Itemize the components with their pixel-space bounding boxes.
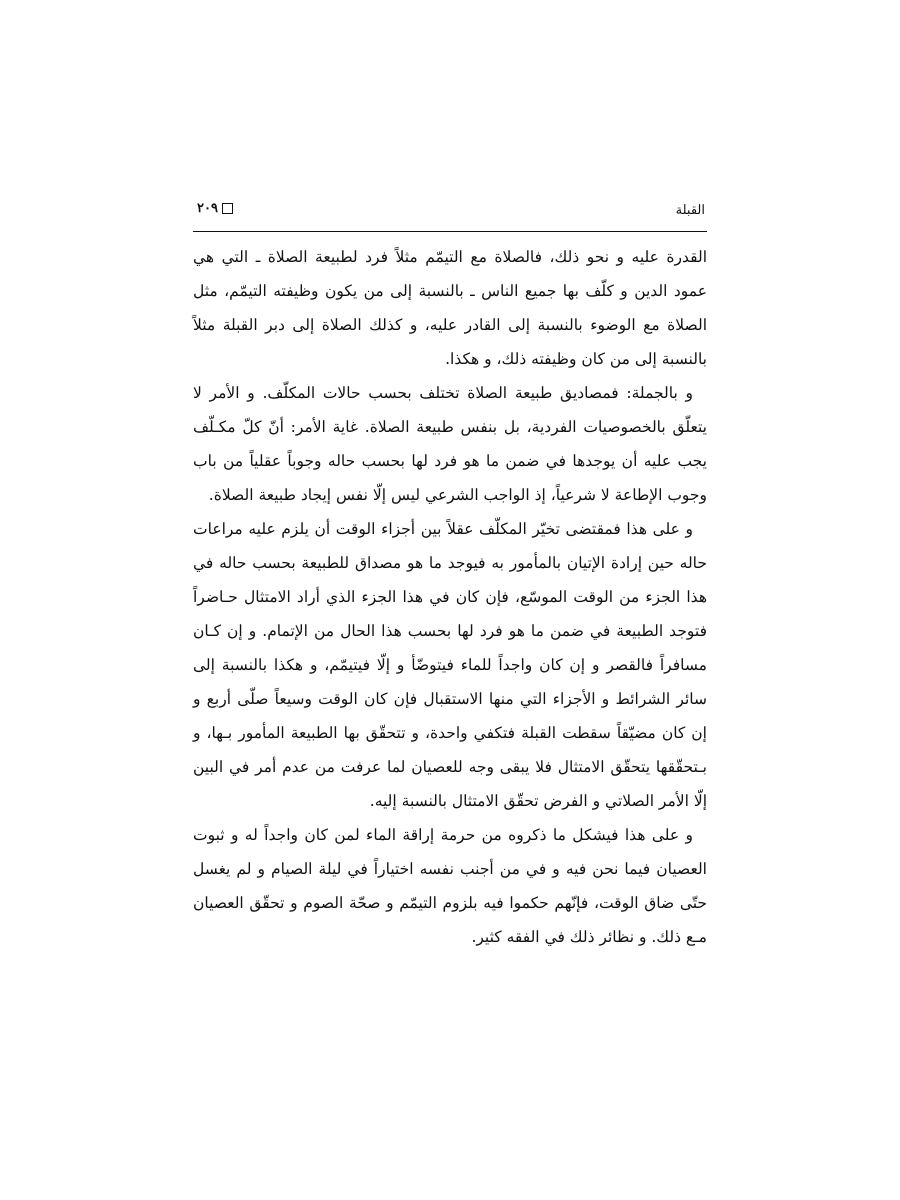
header-rule: [193, 231, 707, 232]
square-ornament-icon: [222, 203, 233, 214]
book-page: [193, 199, 707, 954]
page-number: ۲۰۹: [197, 201, 218, 216]
paragraph: القدرة عليه و نحو ذلك، فالصلاة مع التيمّم مثلاً فرد لطبيعة الصلاة ـ التي هي عمود الدين و كلّف بها جميع الناس ـ بالنسبة إلى من يكون وظيفته التيمّم، مثل الصلاة مع الوضوء بالنسبة إلى القادر عليه، و كذلك الصلاة إلى دبر القبلة مثلاً بالنسبة إلى من كان وظيفته ذلك، و هكذا.: [193, 248, 707, 368]
paragraph: و بالجملة: فمصاديق طبيعة الصلاة تختلف بحسب حالات المكلّف. و الأمر لا يتعلّق بالخصوصيات الفردية، بل بنفس طبيعة الصلاة. غاية الأمر: أنّ كلّ مكـلّف يجب عليه أن يوجدها في ضمن ما هو فرد لها بحسب حاله وجوباً عقلياً من باب وجوب الإطاعة لا شرعياً، إذ الواجب الشرعي ليس إلّا نفس إيجاد طبيعة الصلاة.: [193, 384, 707, 504]
paragraph: و على هذا فيشكل ما ذكروه من حرمة إراقة الماء لمن كان واجداً له و ثبوت العصيان فيما نحن فيه و في من أجنب نفسه اختياراً في ليلة الصيام و لم يغسل حتّى ضاق الوقت، فإنّهم حكموا فيه بلزوم التيمّم و صحّة الصوم و تحقّق العصيان مـع ذلك. و نظائر ذلك في الفقه كثير.: [193, 826, 707, 946]
body-text: [193, 240, 707, 954]
page-number-group: [197, 201, 233, 216]
running-header: [193, 199, 707, 227]
paragraph: و على هذا فمقتضى تخيّر المكلّف عقلاً بين أجزاء الوقت أن يلزم عليه مراعات حاله حين إرادة الإتيان بالمأمور به فيوجد ما هو مصداق للطبيعة بحسب حاله في هذا الجزء من الوقت الموسّع، فإن كان في هذا الجزء الذي أراد الامتثال حـاضراً فتوجد الطبيعة في ضمن ما هو فرد لها بحسب هذا الحال من الإتمام. و إن كـان مسافراً فالقصر و إن كان واجداً للماء فيتوضّأ و إلّا فيتيمّم، و هكذا بالنسبة إلى سائر الشرائط و الأجزاء التي منها الاستقبال فإن كان الوقت وسيعاً صلّى أربع و إن كان مضيّقاً سقطت القبلة فتكفي واحدة، و تتحقّق بها الطبيعة المأمور بـها، و بـتحقّقها يتحقّق الامتثال فلا يبقى وجه للعصيان لما عرفت من عدم أمر في البين إلّا الأمر الصلاتي و الفرض تحقّق الامتثال بالنسبة إليه.: [193, 520, 707, 810]
running-header-title: القبلة: [675, 203, 705, 218]
